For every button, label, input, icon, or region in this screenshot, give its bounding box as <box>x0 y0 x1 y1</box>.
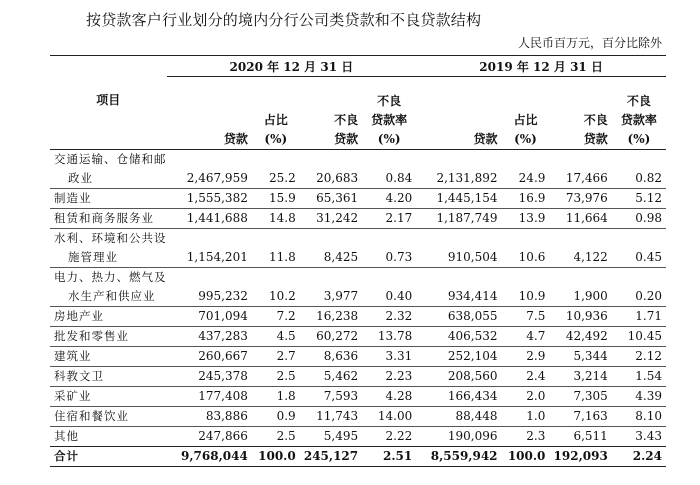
cell-pct-2020: 2.7 <box>276 348 296 363</box>
unit-note: 人民币百万元，百分比除外 <box>517 36 662 50</box>
cell-npl-2020: 8,636 <box>323 348 359 363</box>
cell-nplr-2019: 8.10 <box>635 408 662 423</box>
cell-pct-2020: 2.5 <box>276 428 296 443</box>
cell-loans-2019: 252,104 <box>447 348 498 363</box>
cell-loans-2020: 995,232 <box>198 288 248 303</box>
total-nplr-2019: 2.24 <box>612 446 666 466</box>
cell-pct-2019: 13.9 <box>518 210 546 225</box>
table-row <box>50 366 666 386</box>
cell-loans-2020: 2,467,959 <box>186 170 248 185</box>
cell-npl-2020: 8,425 <box>323 249 359 264</box>
cell-nplr-2020: 0.84 <box>385 170 413 185</box>
cell-nplr-2020: 2.22 <box>385 428 413 443</box>
cell-npl-2019: 73,976 <box>565 190 608 205</box>
header-npl-label-2: 贷款 <box>583 131 608 146</box>
table-title: 按贷款客户行业划分的境内分行公司类贷款和不良贷款结构 <box>86 11 482 29</box>
row-item-text: 电力、热力、燃气及 <box>54 269 167 284</box>
table-body <box>50 149 666 466</box>
total-loans-2020: 9,768,044 <box>167 446 252 466</box>
cell-pct-2019: 2.9 <box>526 348 546 363</box>
cell-loans-2020: 247,866 <box>198 428 248 443</box>
table-row <box>50 208 666 228</box>
cell-pct-2019: 2.4 <box>526 368 546 383</box>
cell-pct-2019: 1.0 <box>526 408 546 423</box>
row-item-label <box>50 366 167 386</box>
cell-npl-2020: 65,361 <box>316 190 359 205</box>
table-row <box>50 149 666 188</box>
row-item-text: 制造业 <box>54 190 92 205</box>
row-item-text: 房地产业 <box>54 308 104 323</box>
cell-npl-2020: 11,743 <box>316 408 359 423</box>
cell-pct-2019: 24.9 <box>518 170 546 185</box>
header-nplr-2019 <box>612 77 666 150</box>
header-pct-unit: (%) <box>514 131 537 146</box>
header-pct-2020 <box>252 77 300 150</box>
cell-nplr-2019: 4.39 <box>635 388 662 403</box>
cell-nplr-2019: 1.71 <box>635 308 662 323</box>
header-nplr-2020 <box>362 77 416 150</box>
header-nplr-unit: (%) <box>627 131 651 146</box>
row-item-label <box>50 306 167 326</box>
cell-nplr-2019: 5.12 <box>635 190 662 205</box>
cell-loans-2020: 1,555,382 <box>186 190 248 205</box>
table-row <box>50 306 666 326</box>
cell-npl-2020: 3,977 <box>323 288 359 303</box>
total-npl-2019: 192,093 <box>549 446 611 466</box>
cell-npl-2020: 60,272 <box>316 328 359 343</box>
cell-nplr-2019: 2.12 <box>635 348 662 363</box>
cell-loans-2019: 1,445,154 <box>436 190 498 205</box>
cell-pct-2020: 1.8 <box>276 388 296 403</box>
cell-pct-2020: 4.5 <box>276 328 296 343</box>
cell-nplr-2020: 0.40 <box>385 288 413 303</box>
cell-pct-2020: 0.9 <box>276 408 296 423</box>
row-item-text: 租赁和商务服务业 <box>54 210 154 225</box>
cell-npl-2019: 6,511 <box>573 428 608 443</box>
cell-nplr-2020: 2.32 <box>385 308 413 323</box>
header-nplr-label-2: 贷款率 <box>371 112 408 127</box>
cell-nplr-2019: 10.45 <box>627 328 662 343</box>
cell-nplr-2020: 2.23 <box>385 368 413 383</box>
cell-nplr-2019: 0.45 <box>635 249 662 264</box>
cell-pct-2020: 15.9 <box>268 190 296 205</box>
cell-loans-2019: 638,055 <box>447 308 498 323</box>
row-item-label <box>50 386 167 406</box>
header-nplr-label-1: 不良 <box>626 93 651 108</box>
row-item-label <box>50 346 167 366</box>
row-item-label <box>50 326 167 346</box>
row-item-text: 水生产和供应业 <box>68 288 156 303</box>
cell-loans-2020: 1,154,201 <box>186 249 248 264</box>
cell-loans-2019: 88,448 <box>455 408 498 423</box>
row-item-text: 其他 <box>54 428 79 443</box>
cell-nplr-2019: 1.54 <box>635 368 662 383</box>
cell-pct-2020: 7.2 <box>276 308 296 323</box>
header-blank <box>50 56 167 77</box>
total-pct-2020: 100.0 <box>252 446 300 466</box>
table-header <box>50 56 666 150</box>
total-pct-2019: 100.0 <box>502 446 550 466</box>
row-item-label <box>50 406 167 426</box>
cell-loans-2020: 437,283 <box>198 328 248 343</box>
cell-npl-2019: 3,214 <box>573 368 608 383</box>
cell-npl-2019: 11,664 <box>565 210 608 225</box>
cell-pct-2019: 16.9 <box>518 190 546 205</box>
header-loans-label: 贷款 <box>473 131 498 146</box>
cell-nplr-2019: 0.82 <box>635 170 662 185</box>
row-item-label <box>50 267 167 306</box>
cell-npl-2019: 10,936 <box>565 308 608 323</box>
header-pct-label: 占比 <box>513 112 538 127</box>
cell-nplr-2019: 0.98 <box>635 210 662 225</box>
header-npl-label-2: 贷款 <box>334 131 359 146</box>
cell-npl-2019: 17,466 <box>565 170 608 185</box>
cell-pct-2019: 2.3 <box>526 428 546 443</box>
table-row <box>50 267 666 306</box>
cell-loans-2020: 1,441,688 <box>186 210 248 225</box>
row-item-text: 建筑业 <box>54 348 92 363</box>
cell-loans-2020: 701,094 <box>198 308 248 323</box>
header-loans-2019 <box>416 77 501 150</box>
cell-loans-2020: 260,667 <box>198 348 248 363</box>
total-nplr-2020: 2.51 <box>362 446 416 466</box>
cell-nplr-2020: 3.31 <box>385 348 413 363</box>
header-nplr-unit: (%) <box>377 131 401 146</box>
header-loans-label: 贷款 <box>223 131 248 146</box>
cell-npl-2020: 7,593 <box>323 388 359 403</box>
cell-npl-2020: 5,495 <box>323 428 359 443</box>
table-row <box>50 386 666 406</box>
header-year-2019: 2019 年 12 月 31 日 <box>416 56 666 77</box>
table-row <box>50 426 666 446</box>
cell-nplr-2019: 0.20 <box>635 288 662 303</box>
cell-npl-2019: 7,163 <box>573 408 608 423</box>
cell-npl-2020: 31,242 <box>316 210 359 225</box>
header-loans-2020 <box>167 77 252 150</box>
cell-pct-2020: 2.5 <box>276 368 296 383</box>
header-npl-label-1: 不良 <box>334 112 359 127</box>
total-row <box>50 446 666 466</box>
table-row <box>50 406 666 426</box>
header-year-2020: 2020 年 12 月 31 日 <box>167 56 417 77</box>
row-item-text: 政业 <box>68 170 93 185</box>
cell-pct-2020: 11.8 <box>268 249 296 264</box>
cell-npl-2019: 7,305 <box>573 388 608 403</box>
header-pct-label: 占比 <box>263 112 288 127</box>
cell-pct-2020: 14.8 <box>268 210 296 225</box>
cell-loans-2019: 208,560 <box>447 368 498 383</box>
row-item-label <box>50 426 167 446</box>
header-npl-2019 <box>549 77 611 150</box>
loan-structure-table <box>50 55 666 467</box>
row-item-label <box>50 149 167 188</box>
cell-npl-2020: 16,238 <box>316 308 359 323</box>
row-item-text: 采矿业 <box>54 388 92 403</box>
cell-npl-2019: 1,900 <box>573 288 608 303</box>
cell-pct-2019: 2.0 <box>526 388 546 403</box>
header-npl-2020 <box>300 77 362 150</box>
header-nplr-label-1: 不良 <box>377 93 402 108</box>
cell-loans-2019: 2,131,892 <box>436 170 498 185</box>
row-item-label <box>50 228 167 267</box>
cell-loans-2020: 245,378 <box>198 368 248 383</box>
table-row <box>50 228 666 267</box>
cell-npl-2020: 20,683 <box>316 170 359 185</box>
row-item-label <box>50 188 167 208</box>
cell-loans-2019: 166,434 <box>447 388 498 403</box>
cell-nplr-2020: 13.78 <box>377 328 413 343</box>
cell-pct-2019: 4.7 <box>526 328 546 343</box>
cell-pct-2019: 10.6 <box>518 249 546 264</box>
row-item-text: 批发和零售业 <box>54 328 129 343</box>
row-item-text: 交通运输、仓储和邮 <box>54 151 167 166</box>
cell-npl-2020: 5,462 <box>323 368 359 383</box>
cell-pct-2019: 7.5 <box>526 308 546 323</box>
table-row <box>50 346 666 366</box>
cell-nplr-2020: 4.20 <box>385 190 413 205</box>
cell-pct-2020: 10.2 <box>268 288 296 303</box>
row-item-text: 住宿和餐饮业 <box>54 408 129 423</box>
cell-loans-2019: 190,096 <box>447 428 498 443</box>
cell-loans-2020: 83,886 <box>205 408 248 423</box>
cell-loans-2019: 910,504 <box>447 249 498 264</box>
cell-npl-2019: 42,492 <box>565 328 608 343</box>
cell-loans-2019: 934,414 <box>447 288 498 303</box>
header-item: 项目 <box>96 92 121 107</box>
header-pct-unit: (%) <box>264 131 288 146</box>
header-npl-label-1: 不良 <box>583 112 608 127</box>
cell-nplr-2020: 0.73 <box>385 249 413 264</box>
row-item-text: 科教文卫 <box>54 368 104 383</box>
total-npl-2020: 245,127 <box>300 446 362 466</box>
row-item-text: 施管理业 <box>68 249 118 264</box>
cell-nplr-2020: 14.00 <box>377 408 413 423</box>
cell-nplr-2019: 3.43 <box>635 428 662 443</box>
cell-pct-2019: 10.9 <box>518 288 546 303</box>
cell-pct-2020: 25.2 <box>268 170 296 185</box>
cell-loans-2019: 1,187,749 <box>436 210 498 225</box>
cell-npl-2019: 5,344 <box>573 348 608 363</box>
cell-nplr-2020: 2.17 <box>385 210 413 225</box>
row-item-text: 水利、环境和公共设 <box>54 230 167 245</box>
total-label: 合计 <box>50 446 167 466</box>
cell-npl-2019: 4,122 <box>573 249 608 264</box>
header-pct-2019 <box>502 77 550 150</box>
cell-loans-2019: 406,532 <box>447 328 498 343</box>
table-row <box>50 326 666 346</box>
table-row <box>50 188 666 208</box>
cell-nplr-2020: 4.28 <box>385 388 413 403</box>
cell-loans-2020: 177,408 <box>198 388 248 403</box>
total-loans-2019: 8,559,942 <box>416 446 501 466</box>
row-item-label <box>50 208 167 228</box>
header-nplr-label-2: 贷款率 <box>620 112 657 127</box>
